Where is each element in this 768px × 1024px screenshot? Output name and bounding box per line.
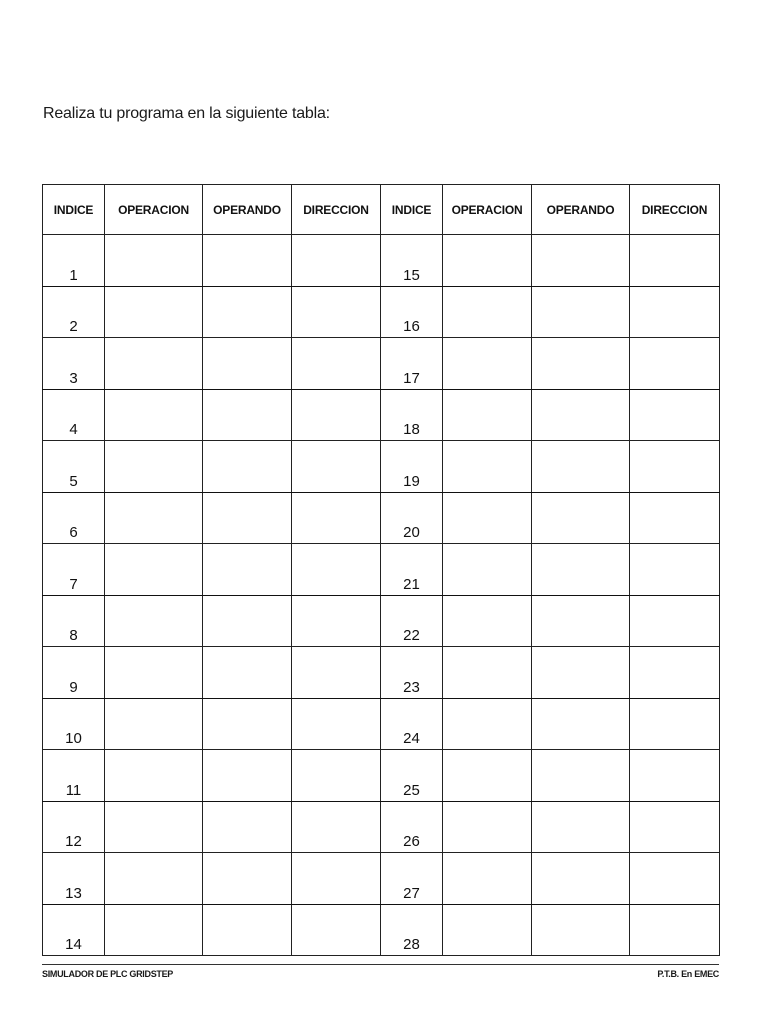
operando-cell-right[interactable] xyxy=(532,389,630,441)
header-direccion-left: DIRECCION xyxy=(292,185,381,235)
index-cell-right: 21 xyxy=(381,544,443,596)
direccion-cell-right[interactable] xyxy=(630,647,720,699)
index-cell-left: 4 xyxy=(43,389,105,441)
operando-cell-left[interactable] xyxy=(203,698,292,750)
direccion-cell-right[interactable] xyxy=(630,801,720,853)
direccion-cell-left[interactable] xyxy=(292,441,381,493)
operacion-cell-right[interactable] xyxy=(443,389,532,441)
operacion-cell-left[interactable] xyxy=(105,698,203,750)
header-indice-left: INDICE xyxy=(43,185,105,235)
operacion-cell-right[interactable] xyxy=(443,698,532,750)
header-direccion-right: DIRECCION xyxy=(630,185,720,235)
operacion-cell-left[interactable] xyxy=(105,801,203,853)
footer-right-text: P.T.B. En EMEC xyxy=(657,969,719,979)
table-row xyxy=(43,441,720,493)
instruction-text: Realiza tu programa en la siguiente tabla: xyxy=(43,105,330,122)
index-cell-left: 2 xyxy=(43,286,105,338)
index-cell-right: 15 xyxy=(381,235,443,287)
operando-cell-left[interactable] xyxy=(203,286,292,338)
operacion-cell-left[interactable] xyxy=(105,904,203,956)
operando-cell-right[interactable] xyxy=(532,544,630,596)
direccion-cell-right[interactable] xyxy=(630,338,720,390)
direccion-cell-right[interactable] xyxy=(630,904,720,956)
index-cell-right: 22 xyxy=(381,595,443,647)
operacion-cell-left[interactable] xyxy=(105,544,203,596)
operando-cell-left[interactable] xyxy=(203,389,292,441)
operacion-cell-right[interactable] xyxy=(443,286,532,338)
direccion-cell-left[interactable] xyxy=(292,492,381,544)
table-header-row xyxy=(43,185,720,235)
direccion-cell-right[interactable] xyxy=(630,698,720,750)
header-operando-right: OPERANDO xyxy=(532,185,630,235)
operando-cell-left[interactable] xyxy=(203,750,292,802)
operacion-cell-right[interactable] xyxy=(443,595,532,647)
table-row xyxy=(43,750,720,802)
operando-cell-left[interactable] xyxy=(203,492,292,544)
direccion-cell-right[interactable] xyxy=(630,441,720,493)
operacion-cell-left[interactable] xyxy=(105,595,203,647)
header-operacion-left: OPERACION xyxy=(105,185,203,235)
operando-cell-right[interactable] xyxy=(532,750,630,802)
direccion-cell-left[interactable] xyxy=(292,801,381,853)
header-operacion-right: OPERACION xyxy=(443,185,532,235)
index-cell-right: 17 xyxy=(381,338,443,390)
table-row xyxy=(43,389,720,441)
operacion-cell-left[interactable] xyxy=(105,441,203,493)
operando-cell-right[interactable] xyxy=(532,235,630,287)
index-cell-left: 3 xyxy=(43,338,105,390)
table-row xyxy=(43,801,720,853)
table-row xyxy=(43,904,720,956)
operacion-cell-right[interactable] xyxy=(443,801,532,853)
operando-cell-left[interactable] xyxy=(203,801,292,853)
operacion-cell-right[interactable] xyxy=(443,338,532,390)
direccion-cell-right[interactable] xyxy=(630,750,720,802)
direccion-cell-right[interactable] xyxy=(630,595,720,647)
direccion-cell-right[interactable] xyxy=(630,286,720,338)
operando-cell-left[interactable] xyxy=(203,338,292,390)
direccion-cell-left[interactable] xyxy=(292,904,381,956)
direccion-cell-left[interactable] xyxy=(292,750,381,802)
table-row xyxy=(43,235,720,287)
operacion-cell-right[interactable] xyxy=(443,647,532,699)
header-indice-right: INDICE xyxy=(381,185,443,235)
index-cell-right: 18 xyxy=(381,389,443,441)
operacion-cell-left[interactable] xyxy=(105,492,203,544)
operando-cell-right[interactable] xyxy=(532,492,630,544)
operando-cell-left[interactable] xyxy=(203,853,292,905)
index-cell-left: 11 xyxy=(43,750,105,802)
operacion-cell-right[interactable] xyxy=(443,750,532,802)
direccion-cell-left[interactable] xyxy=(292,286,381,338)
index-cell-left: 7 xyxy=(43,544,105,596)
operando-cell-left[interactable] xyxy=(203,441,292,493)
operando-cell-left[interactable] xyxy=(203,595,292,647)
operando-cell-right[interactable] xyxy=(532,904,630,956)
direccion-cell-left[interactable] xyxy=(292,389,381,441)
operando-cell-right[interactable] xyxy=(532,286,630,338)
direccion-cell-left[interactable] xyxy=(292,544,381,596)
index-cell-right: 28 xyxy=(381,904,443,956)
direccion-cell-right[interactable] xyxy=(630,492,720,544)
direccion-cell-left[interactable] xyxy=(292,338,381,390)
operando-cell-left[interactable] xyxy=(203,235,292,287)
table-row xyxy=(43,338,720,390)
direccion-cell-right[interactable] xyxy=(630,235,720,287)
direccion-cell-right[interactable] xyxy=(630,853,720,905)
operando-cell-right[interactable] xyxy=(532,595,630,647)
index-cell-right: 27 xyxy=(381,853,443,905)
index-cell-left: 1 xyxy=(43,235,105,287)
operando-cell-right[interactable] xyxy=(532,801,630,853)
table-row xyxy=(43,492,720,544)
operacion-cell-right[interactable] xyxy=(443,235,532,287)
index-cell-right: 19 xyxy=(381,441,443,493)
footer-divider xyxy=(42,964,719,965)
table-row xyxy=(43,544,720,596)
header-operando-left: OPERANDO xyxy=(203,185,292,235)
operacion-cell-left[interactable] xyxy=(105,235,203,287)
index-cell-left: 14 xyxy=(43,904,105,956)
operando-cell-right[interactable] xyxy=(532,698,630,750)
operacion-cell-right[interactable] xyxy=(443,492,532,544)
index-cell-right: 26 xyxy=(381,801,443,853)
index-cell-left: 8 xyxy=(43,595,105,647)
operacion-cell-right[interactable] xyxy=(443,904,532,956)
index-cell-left: 13 xyxy=(43,853,105,905)
operacion-cell-left[interactable] xyxy=(105,286,203,338)
index-cell-left: 12 xyxy=(43,801,105,853)
direccion-cell-left[interactable] xyxy=(292,595,381,647)
direccion-cell-left[interactable] xyxy=(292,647,381,699)
footer-left-text: SIMULADOR DE PLC GRIDSTEP xyxy=(42,969,174,979)
index-cell-right: 16 xyxy=(381,286,443,338)
direccion-cell-right[interactable] xyxy=(630,389,720,441)
operacion-cell-left[interactable] xyxy=(105,389,203,441)
operacion-cell-left[interactable] xyxy=(105,853,203,905)
operacion-cell-right[interactable] xyxy=(443,441,532,493)
operacion-cell-right[interactable] xyxy=(443,853,532,905)
operando-cell-left[interactable] xyxy=(203,647,292,699)
table-row xyxy=(43,647,720,699)
program-table xyxy=(42,184,720,956)
table-row xyxy=(43,595,720,647)
table-row xyxy=(43,853,720,905)
direccion-cell-right[interactable] xyxy=(630,544,720,596)
index-cell-left: 9 xyxy=(43,647,105,699)
operando-cell-right[interactable] xyxy=(532,338,630,390)
index-cell-left: 5 xyxy=(43,441,105,493)
index-cell-right: 24 xyxy=(381,698,443,750)
operacion-cell-left[interactable] xyxy=(105,647,203,699)
index-cell-right: 23 xyxy=(381,647,443,699)
operando-cell-right[interactable] xyxy=(532,441,630,493)
operando-cell-right[interactable] xyxy=(532,853,630,905)
operando-cell-left[interactable] xyxy=(203,544,292,596)
operacion-cell-right[interactable] xyxy=(443,544,532,596)
operacion-cell-left[interactable] xyxy=(105,750,203,802)
direccion-cell-left[interactable] xyxy=(292,235,381,287)
index-cell-left: 6 xyxy=(43,492,105,544)
index-cell-right: 20 xyxy=(381,492,443,544)
operando-cell-right[interactable] xyxy=(532,647,630,699)
operacion-cell-left[interactable] xyxy=(105,338,203,390)
index-cell-right: 25 xyxy=(381,750,443,802)
index-cell-left: 10 xyxy=(43,698,105,750)
direccion-cell-left[interactable] xyxy=(292,698,381,750)
table-body xyxy=(43,235,720,956)
operando-cell-left[interactable] xyxy=(203,904,292,956)
direccion-cell-left[interactable] xyxy=(292,853,381,905)
table-row xyxy=(43,698,720,750)
table-row xyxy=(43,286,720,338)
